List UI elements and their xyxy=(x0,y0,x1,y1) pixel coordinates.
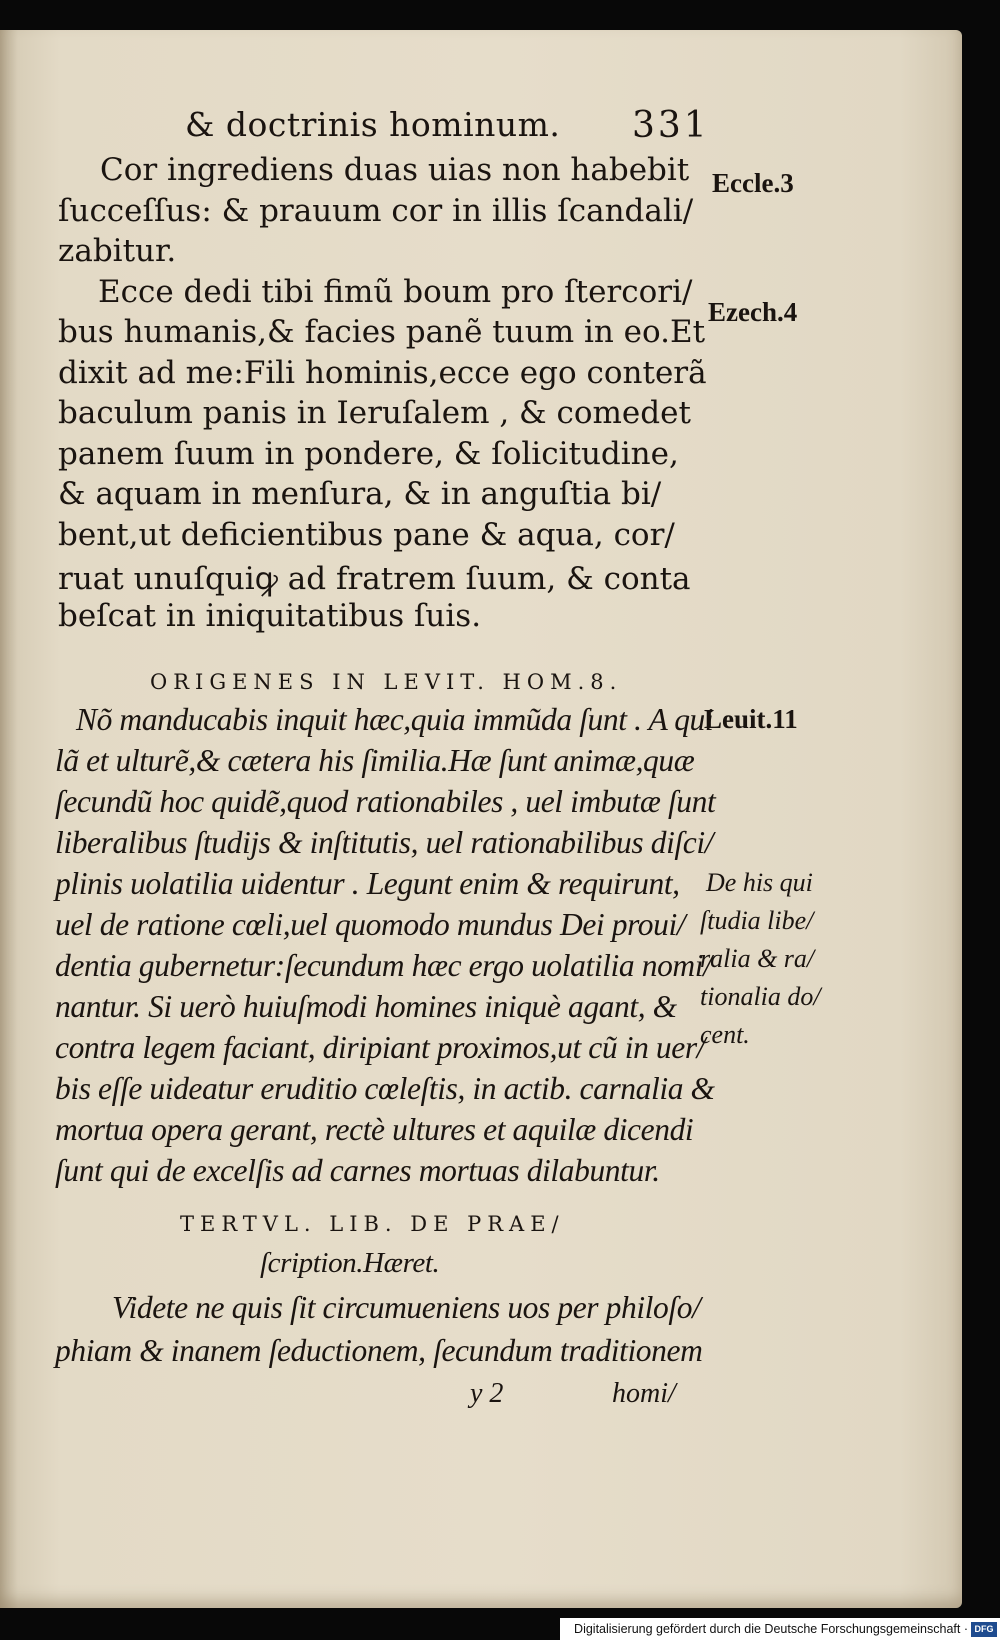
quote-line: ſecundũ hoc quidẽ,quod rationabiles , uel imbutæ ſunt xyxy=(55,784,716,819)
quote-line: Videte ne quis ſit circumueniens uos per philoſo/ xyxy=(112,1290,701,1325)
funding-credit: Digitalisierung gefördert durch die Deutsche Forschungsgemeinschaft · xyxy=(574,1622,968,1636)
margin-note-ezech: Ezech.4 xyxy=(708,297,798,327)
body-line: dixit ad me:Fili hominis,ecce ego conterã xyxy=(58,355,707,391)
quote-line: dentia gubernetur:ſecundum hæc ergo uolatilia nomi/ xyxy=(55,948,712,983)
margin-note-de-his: De his qui xyxy=(706,868,813,897)
body-line: panem ſuum in pondere, & ſolicitudine, xyxy=(58,436,679,472)
quote-line: plinis uolatilia uidentur . Legunt enim & requirunt, xyxy=(55,866,680,901)
body-line: Cor ingrediens duas uias non habebit xyxy=(100,152,690,188)
margin-note-de-his: cent. xyxy=(700,1020,750,1049)
catchword: homi/ xyxy=(612,1378,676,1409)
body-line: ſucceſſus: & prauum cor in illis ſcandali/ xyxy=(58,193,694,229)
body-line: bent,ut deficientibus pane & aqua, cor/ xyxy=(58,517,675,553)
section-heading-origenes: ORIGENES IN LEVIT. HOM.8. xyxy=(150,670,623,694)
quote-line: contra legem faciant, diripiant proximos,ut cũ in uer/ xyxy=(55,1030,706,1065)
section-heading-tertul-continued: ſcription.Hæret. xyxy=(260,1247,440,1279)
signature-mark: y 2 xyxy=(470,1378,504,1409)
page-number: 331 xyxy=(632,105,710,146)
body-line: & aquam in menſura, & in anguſtia bi/ xyxy=(58,476,662,512)
quote-line: uel de ratione cœli,uel quomodo mundus Dei proui/ xyxy=(55,907,686,942)
body-line: zabitur. xyxy=(58,233,177,269)
quote-line: nantur. Si uerò huiuſmodi homines iniquè agant, & xyxy=(55,989,677,1024)
body-line: beſcat in iniquitatibus ſuis. xyxy=(58,598,482,634)
running-header: & doctrinis hominum. xyxy=(185,105,561,144)
footer-bar xyxy=(560,1618,1000,1640)
dfg-logo-icon: DFG xyxy=(971,1622,997,1637)
margin-note-de-his: ralia & ra/ xyxy=(700,944,815,973)
quote-line: liberalibus ſtudijs & inſtitutis, uel rationabilibus diſci/ xyxy=(55,825,714,860)
body-line: bus humanis,& facies panẽ tuum in eo.Et xyxy=(58,314,706,350)
quote-line: bis eſſe uideatur eruditio cœleſtis, in actib. carnalia & xyxy=(55,1071,715,1106)
margin-note-eccle: Eccle.3 xyxy=(712,168,794,198)
body-line: Ecce dedi tibi fimũ boum pro ſtercori/ xyxy=(98,274,693,310)
section-heading-tertul: TERTVL. LIB. DE PRAE/ xyxy=(180,1212,565,1236)
quote-line: phiam & inanem ſeductionem, ſecundum traditionem xyxy=(55,1333,703,1368)
quote-line: ſunt qui de excelſis ad carnes mortuas dilabuntur. xyxy=(55,1153,660,1188)
margin-note-de-his: tionalia do/ xyxy=(700,982,821,1011)
margin-note-leuit: Leuit.11 xyxy=(704,704,798,734)
body-line: ruat unuſquiꝙ ad fratrem ſuum, & conta xyxy=(58,561,691,597)
quote-line: lã et ulturẽ,& cætera his ſimilia.Hæ ſunt animæ,quæ xyxy=(55,743,695,778)
body-line: baculum panis in Ieruſalem , & comedet xyxy=(58,395,691,431)
quote-line: Nõ manducabis inquit hæc,quia immũda ſunt . A qui xyxy=(76,702,714,737)
margin-note-de-his: ſtudia libe/ xyxy=(700,906,814,935)
quote-line: mortua opera gerant, rectè ultures et aquilæ dicendi xyxy=(55,1112,694,1147)
